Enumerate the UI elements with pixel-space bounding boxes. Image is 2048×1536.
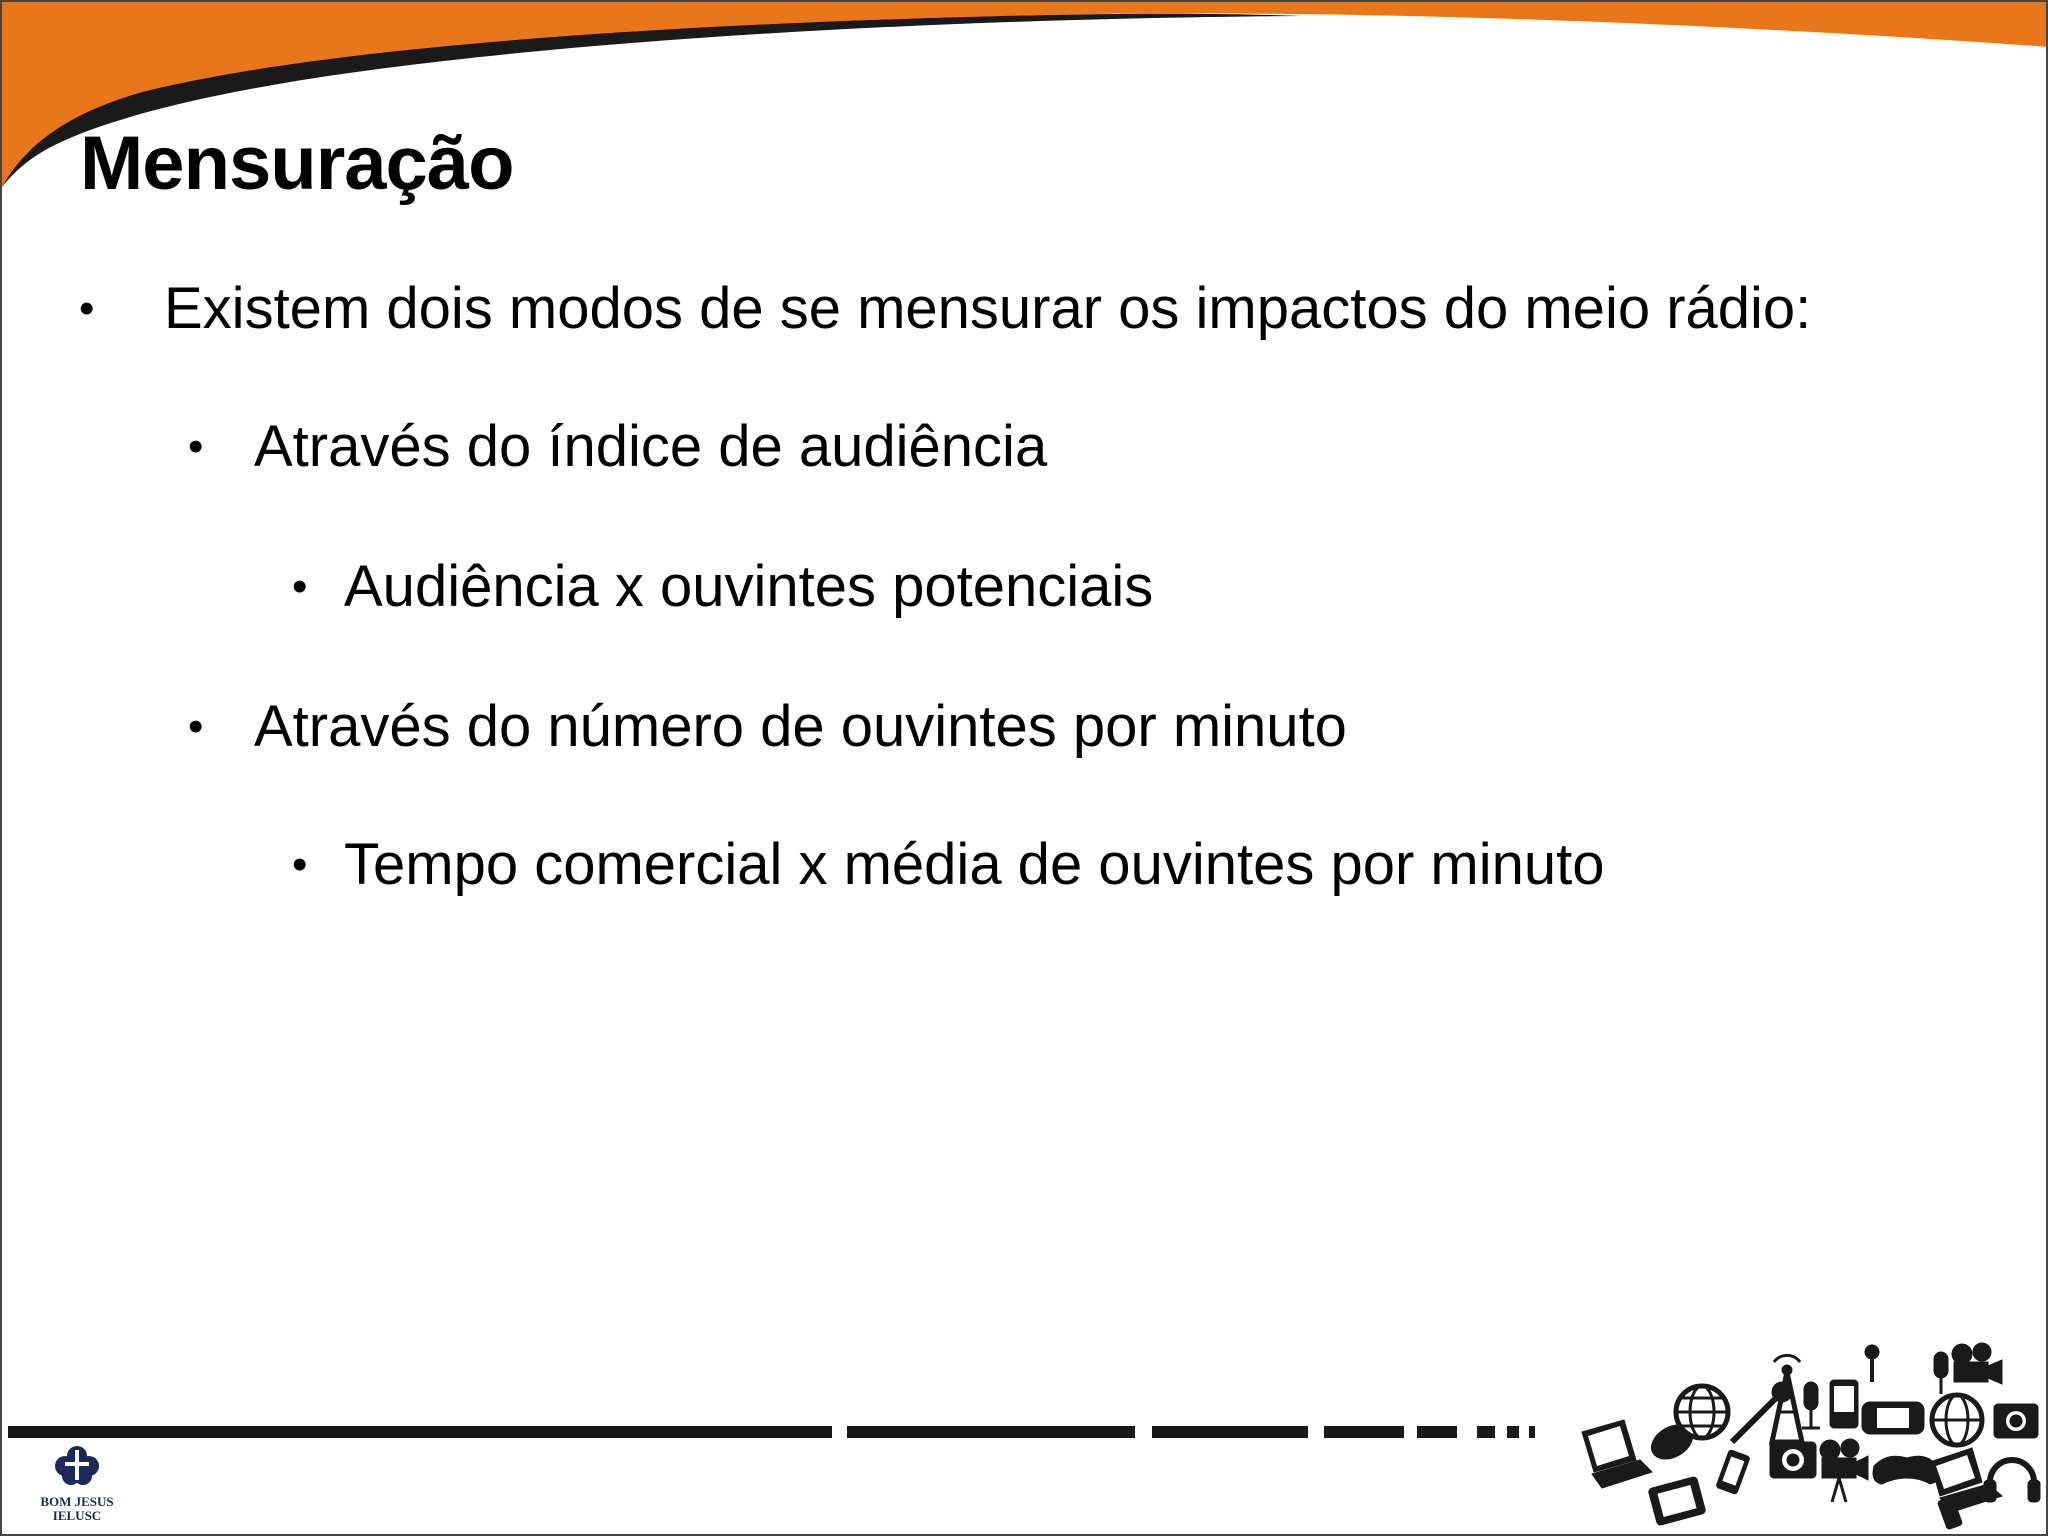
globe-icon: [1932, 1395, 1982, 1445]
microphone-icon: [1934, 1352, 1948, 1394]
joystick-icon: [1865, 1345, 1879, 1382]
mobile-phone-icon: [1830, 1380, 1858, 1428]
camera-icon: [1770, 1442, 1816, 1478]
bullet-level-2: [188, 694, 1347, 759]
camera-icon: [1994, 1404, 2038, 1438]
laptop-icon: [1582, 1420, 1652, 1488]
bullet-dot: •: [188, 422, 204, 471]
bom-jesus-ielusc-logo: [32, 1442, 122, 1534]
bullet-dot: •: [188, 702, 204, 751]
gamepad-icon: [1873, 1456, 1938, 1484]
bullet-dot: •: [292, 840, 308, 889]
footer-dashed-line: [2, 1422, 1562, 1442]
bullet-dot: •: [79, 284, 95, 333]
video-camera-icon: [1952, 1343, 2002, 1384]
bullet-dot: •: [292, 562, 308, 611]
slide-title: Mensuração: [80, 121, 514, 206]
bullet-level-2: [188, 414, 1048, 479]
bullet-text: Audiência x ouvintes potenciais: [344, 554, 1154, 619]
bullet-text: Através do índice de audiência: [254, 414, 1048, 479]
bullet-level-1: [79, 276, 1812, 341]
tv-icon: [1648, 1476, 1706, 1526]
video-camera-icon: [1820, 1439, 1868, 1502]
microphone-icon: [1802, 1382, 1820, 1428]
logo-emblem-icon: [47, 1442, 107, 1490]
bullet-level-3: [292, 832, 1605, 897]
bullet-text: Tempo comercial x média de ouvintes por minuto: [344, 832, 1605, 897]
media-icons-cluster: [1562, 1332, 2048, 1536]
bullet-text: Através do número de ouvintes por minuto: [254, 694, 1347, 759]
bullet-text: Existem dois modos de se mensurar os impactos do meio rádio:: [164, 276, 1812, 341]
game-console-icon: [1862, 1402, 1924, 1434]
globe-icon: [1676, 1386, 1728, 1438]
mobile-phone-icon: [1716, 1449, 1750, 1494]
logo-text-line2: IELUSC: [52, 1508, 102, 1523]
logo-text-line1: BOM JESUS: [40, 1494, 114, 1509]
bullet-level-3: [292, 554, 1154, 619]
headphones-icon: [1984, 1460, 2040, 1502]
